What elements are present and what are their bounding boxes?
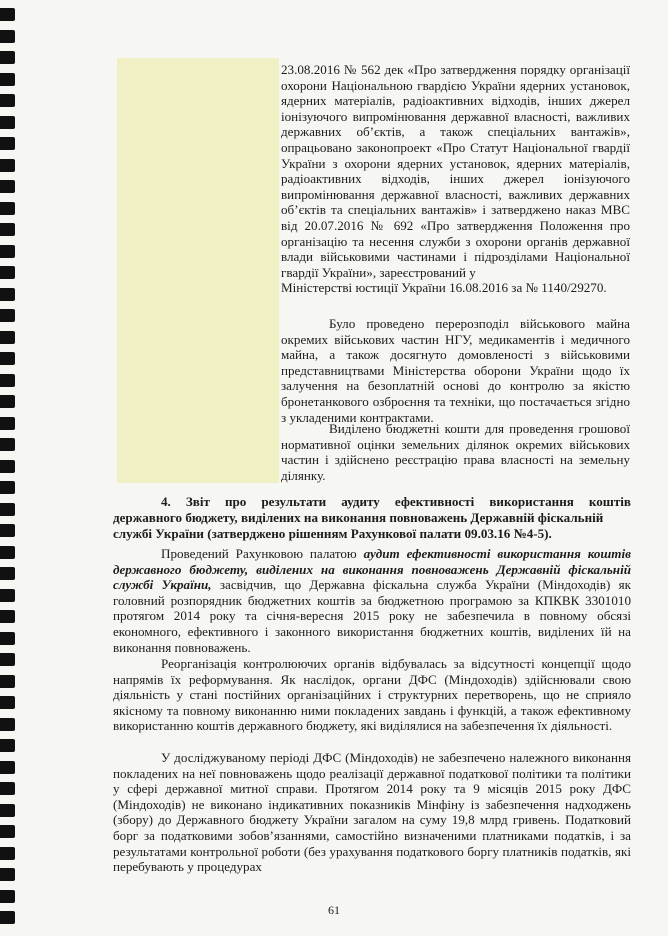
binding-hole: [0, 675, 15, 688]
binding-hole: [0, 739, 15, 752]
binding-hole: [0, 567, 15, 580]
binding-hole: [0, 460, 15, 473]
binding-hole: [0, 352, 15, 365]
binding-hole: [0, 825, 15, 838]
binding-hole: [0, 868, 15, 881]
page-number: 61: [328, 903, 340, 917]
binding-hole: [0, 438, 15, 451]
top-paragraph-3: Виділено бюджетні кошти для проведення грошової нормативної оцінки земельних ділянок окремих військових частин і здійснено реєстрацію права власності на земельну ділянку.: [281, 421, 630, 483]
auditor-phrase: Проведений Рахунковою палатою: [161, 546, 357, 561]
binding-hole: [0, 847, 15, 860]
binding-hole: [0, 804, 15, 817]
binding-hole: [0, 417, 15, 430]
binding-hole: [0, 180, 15, 193]
binding-hole: [0, 309, 15, 322]
binding-hole: [0, 288, 15, 301]
binding-hole: [0, 761, 15, 774]
binding-holes: [0, 0, 16, 936]
section-heading-rest: державного бюджету, виділених на виконання повноважень Державній фіскальній службі України (затверджено рішенням Рахункової палати 09.03.16 №4-5).: [113, 510, 604, 541]
binding-hole: [0, 245, 15, 258]
binding-hole: [0, 718, 15, 731]
binding-hole: [0, 331, 15, 344]
binding-hole: [0, 8, 15, 21]
binding-hole: [0, 546, 15, 559]
binding-hole: [0, 610, 15, 623]
binding-hole: [0, 589, 15, 602]
binding-hole: [0, 632, 15, 645]
section-paragraph-1: [113, 546, 631, 655]
top-paragraph-1: 23.08.2016 № 562 дек «Про затвердження порядку організації охорони Національною гвардією України ядерних установок, ядерних матеріалів, радіоактивних відходів, інших джерел іонізуючого випромінювання державної власності, важливих державних об’єктів, а також спеціальних вантажів», опрацьовано законопроект «Про Статут Національної гвардії України з охорони ядерних установок, ядерних матеріалів, радіоактивних відходів, інших джерел іонізуючого випромінювання державної власності, важливих державних об’єктів та спеціальних вантажів» і затверджено наказ МВС від 20.07.2016 № 692 «Про затвердження Положення про організацію та несення служби з охорони органів державної влади військовими частинами і підрозділами Національної гвардії України», зареєстрований у Міністерстві юстиції України 16.08.2016 за № 1140/29270.: [281, 62, 630, 296]
binding-hole: [0, 395, 15, 408]
binding-hole: [0, 30, 15, 43]
binding-hole: [0, 782, 15, 795]
binding-hole: [0, 73, 15, 86]
audit-title: аудит ефективності використання коштів державного бюджету, виділених на виконання повноважень Державній фіскальній службі України,: [113, 546, 631, 593]
binding-hole: [0, 94, 15, 107]
audit-findings: засвідчив, що Державна фіскальна служба України (Міндоходів) як головний розпорядник бюджетних коштів за бюджетною програмою за КПКВК 3301010 протягом 2014 року та січня-вересня 2015 року не забезпечила в повному обсязі економного, ефективного і законного використання бюджетних коштів, виділених їй на виконання повноважень.: [113, 577, 632, 655]
section-heading: 4. Звіт про результати аудиту ефективності використання коштів: [161, 494, 631, 509]
top-paragraph-2: Було проведено перерозподіл військового майна окремих військових частин НГУ, медикаментів і медичного майна, а також досягнуто домовленості з військовими представництвами Міністерства оборони України щодо їх залучення на безоплатній основі до контролю за якістю бронетанкового озброєння та техніки, що постачається згідно з укладеними контрактами.: [281, 316, 630, 425]
binding-hole: [0, 159, 15, 172]
binding-hole: [0, 137, 15, 150]
section-paragraph-2: Реорганізація контролюючих органів відбувалась за відсутності концепції щодо напрямів їх реформування. Як наслідок, органи ДФС (Міндоходів) здійснювали свою діяльність у стані постійних організаційних і структурних перетворень, що не сприяло якісному та повному виконанню ними покладених завдань і функцій, а також ефективному використанню коштів державного бюджету, які виділялися на забезпечення їх діяльності.: [113, 656, 631, 734]
binding-hole: [0, 202, 15, 215]
binding-hole: [0, 653, 15, 666]
binding-hole: [0, 481, 15, 494]
binding-hole: [0, 374, 15, 387]
binding-hole: [0, 524, 15, 537]
binding-hole: [0, 51, 15, 64]
binding-hole: [0, 116, 15, 129]
binding-hole: [0, 696, 15, 709]
binding-hole: [0, 503, 15, 516]
highlight-shade: [117, 58, 279, 483]
binding-hole: [0, 266, 15, 279]
binding-hole: [0, 223, 15, 236]
section-paragraph-3: У досліджуваному періоді ДФС (Міндоходів) не забезпечено належного виконання покладених на неї повноважень щодо реалізації державної податкової політики та політики у сфері державної митної справи. Протягом 2014 року та 9 місяців 2015 року ДФС (Міндоходів) не виконано індикативних показників Мінфіну із забезпечення надходжень (збору) до Державного бюджету України загалом на суму 19,8 млрд гривень. Податковий борг за податковими зобов’язаннями, самостійно визначеними платниками податків, і за результатами контрольної роботи (без урахування податкового боргу платників податків, які перебувають у процедурах: [113, 750, 631, 875]
binding-hole: [0, 890, 15, 903]
